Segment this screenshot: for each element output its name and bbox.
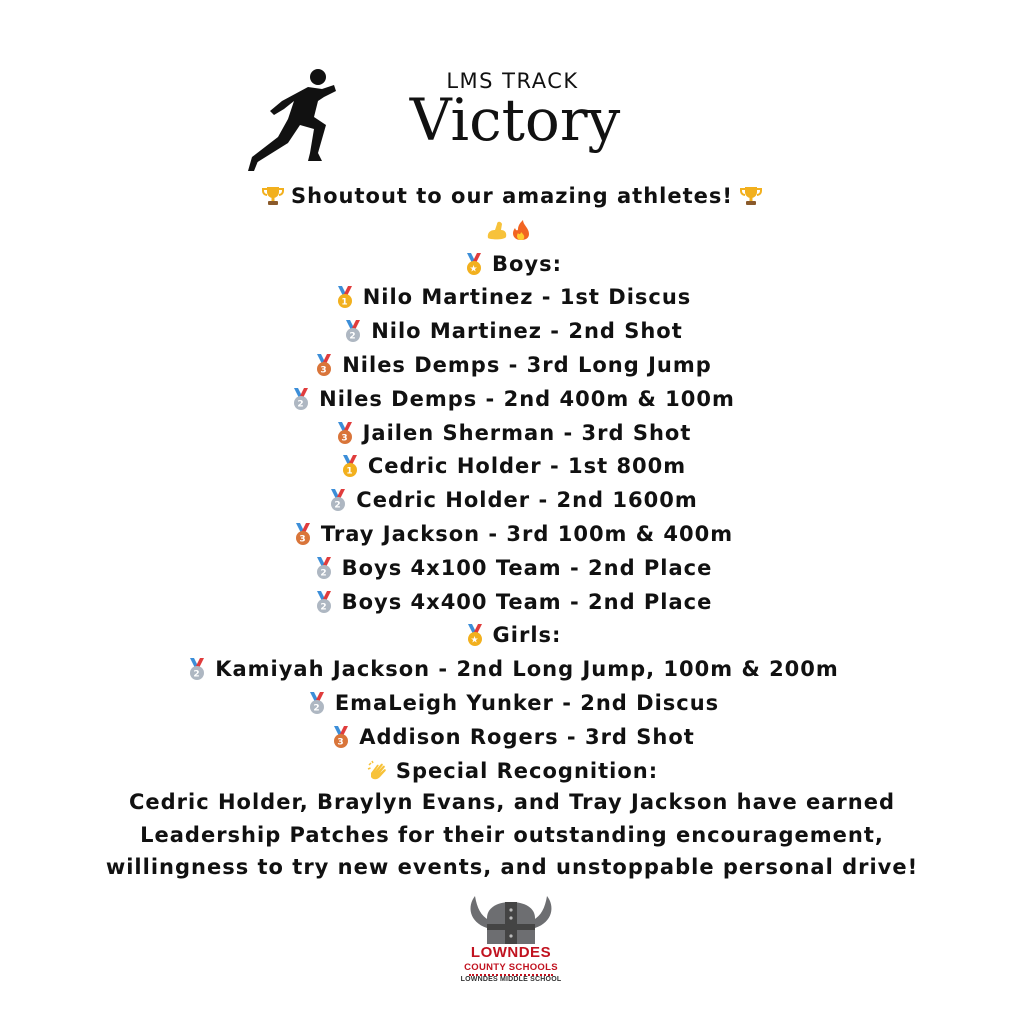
page-title: Victory <box>409 86 621 154</box>
list-item <box>0 653 1024 687</box>
list-item-text: Kamiyah Jackson - 2nd Long Jump, 100m & 200m <box>215 657 839 682</box>
list-item <box>0 248 1024 282</box>
list-item <box>0 755 1024 789</box>
list-item <box>0 721 1024 755</box>
list-item <box>0 214 1024 248</box>
list-item <box>0 383 1024 417</box>
svg-text:1: 1 <box>341 297 349 308</box>
sports-medal-icon <box>463 623 487 647</box>
svg-text:★: ★ <box>470 635 480 646</box>
svg-text:3: 3 <box>340 433 349 444</box>
silver-medal-icon <box>185 657 209 681</box>
bronze-medal-icon <box>312 353 336 377</box>
list-item <box>0 552 1024 586</box>
logo-district: COUNTY SCHOOLS <box>464 962 558 973</box>
list-item-text: Jailen Sherman - 3rd Shot <box>362 420 692 445</box>
gold-medal-icon <box>338 454 362 478</box>
bronze-medal-icon <box>291 522 315 546</box>
bronze-medal-icon <box>333 421 357 445</box>
list-item-text: Boys 4x400 Team - 2nd Place <box>341 589 713 614</box>
list-item <box>0 180 1024 214</box>
list-item <box>0 687 1024 721</box>
list-item-text: Addison Rogers - 3rd Shot <box>359 724 695 749</box>
svg-text:1: 1 <box>346 466 354 477</box>
svg-text:2: 2 <box>313 703 321 714</box>
list-item-text: Special Recognition: <box>395 758 659 783</box>
achievement-list <box>0 180 1024 788</box>
trophy-icon <box>739 184 763 208</box>
list-item-text: Niles Demps - 3rd Long Jump <box>342 352 712 377</box>
silver-medal-icon <box>312 556 336 580</box>
logo-name: LOWNDES <box>470 944 552 961</box>
runner-silhouette-icon <box>248 65 340 171</box>
list-item <box>0 450 1024 484</box>
trophy-icon <box>261 184 285 208</box>
list-item <box>0 349 1024 383</box>
list-item-text: Nilo Martinez - 1st Discus <box>362 285 692 310</box>
svg-text:2: 2 <box>193 669 201 680</box>
svg-text:3: 3 <box>337 737 345 748</box>
list-item-text: Cedric Holder - 1st 800m <box>367 454 687 479</box>
list-item <box>0 417 1024 451</box>
sports-medal-icon <box>462 252 486 276</box>
list-item-text: Nilo Martinez - 2nd Shot <box>371 319 683 344</box>
school-logo <box>455 892 567 992</box>
silver-medal-icon <box>312 590 336 614</box>
list-item <box>0 281 1024 315</box>
list-item-text: Tray Jackson - 3rd 100m & 400m <box>320 521 734 546</box>
list-item-text: Girls: <box>492 623 562 648</box>
silver-medal-icon <box>305 691 329 715</box>
silver-medal-icon <box>341 319 365 343</box>
svg-text:2: 2 <box>319 602 328 613</box>
silver-medal-icon <box>289 387 313 411</box>
list-item <box>0 484 1024 518</box>
list-item-text: Boys: <box>491 251 563 276</box>
recognition-line: willingness to try new events, and unstoppable personal drive! <box>105 855 919 879</box>
svg-text:3: 3 <box>320 365 328 376</box>
list-item-text: Shoutout to our amazing athletes! <box>291 184 733 208</box>
logo-school: LOWNDES MIDDLE SCHOOL <box>460 976 562 983</box>
list-item <box>0 586 1024 620</box>
svg-text:2: 2 <box>334 500 342 511</box>
recognition-line: Leadership Patches for their outstanding encouragement, <box>140 822 884 847</box>
special-recognition-text <box>0 786 1024 884</box>
recognition-line: Cedric Holder, Braylyn Evans, and Tray Jackson have earned <box>128 790 895 814</box>
silver-medal-icon <box>326 488 350 512</box>
bronze-medal-icon <box>329 725 353 749</box>
list-item-text: Cedric Holder - 2nd 1600m <box>356 488 698 513</box>
header <box>0 55 1024 175</box>
svg-text:2: 2 <box>319 568 328 579</box>
clapping-hands-icon <box>366 759 390 783</box>
list-item <box>0 518 1024 552</box>
list-item-text: Boys 4x100 Team - 2nd Place <box>341 555 713 580</box>
subtitle: LMS TRACK <box>446 69 579 93</box>
list-item-text: EmaLeigh Yunker - 2nd Discus <box>334 690 720 715</box>
list-item <box>0 315 1024 349</box>
svg-text:★: ★ <box>469 264 479 275</box>
svg-text:3: 3 <box>299 534 307 545</box>
list-item <box>0 619 1024 653</box>
muscle-fire-icon <box>485 218 533 242</box>
viking-helmet-icon <box>455 892 567 948</box>
gold-medal-icon <box>333 285 357 309</box>
svg-text:2: 2 <box>297 399 305 410</box>
svg-text:2: 2 <box>349 331 357 342</box>
list-item-text: Niles Demps - 2nd 400m & 100m <box>319 386 735 411</box>
